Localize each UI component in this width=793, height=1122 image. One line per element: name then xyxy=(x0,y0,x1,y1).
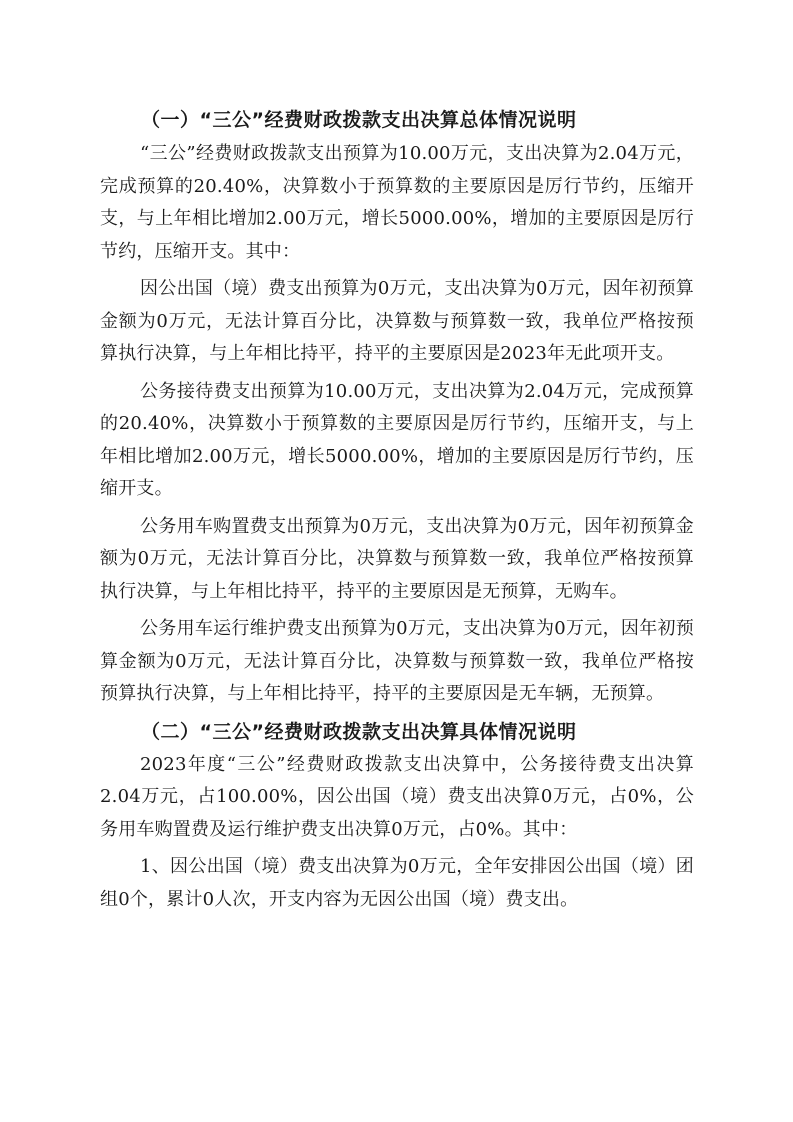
paragraph-vehicle-maintenance: 公务用车运行维护费支出预算为0万元，支出决算为0万元，因年初预算金额为0万元，无法计算百分比，决算数与预算数一致，我单位严格按预算执行决算，与上年相比持平，持平的主要原因是无车辆，无预算。 xyxy=(100,618,694,704)
section-heading-overall: （一）“三公”经费财政拨款支出决算总体情况说明 xyxy=(141,109,577,131)
section-heading-detail: （二）“三公”经费财政拨款支出决算具体情况说明 xyxy=(141,720,577,743)
document-body xyxy=(100,104,694,921)
paragraph-vehicle-purchase: 公务用车购置费支出预算为0万元，支出决算为0万元，因年初预算金额为0万元，无法计算百分比，决算数与预算数一致，我单位严格按预算执行决算，与上年相比持平，持平的主要原因是无预算，无购车。 xyxy=(100,515,694,602)
paragraph-official-reception: 公务接待费支出预算为10.00万元，支出决算为2.04万元，完成预算的20.40%，决算数小于预算数的主要原因是厉行节约，压缩开支，与上年相比增加2.00万元，增长5000.00%，增加的主要原因是厉行节约，压缩开支。 xyxy=(100,380,694,499)
paragraph-detail-summary: 2023年度“三公”经费财政拨款支出决算中，公务接待费支出决算2.04万元，占100.00%，因公出国（境）费支出决算0万元，占0%，公务用车购置费及运行维护费支出决算0万元，占0%。其中： xyxy=(100,753,694,840)
paragraph-detail-overseas: 1、因公出国（境）费支出决算为0万元，全年安排因公出国（境）团组0个，累计0人次，开支内容为无因公出国（境）费支出。 xyxy=(100,856,694,910)
paragraph-overseas-travel: 因公出国（境）费支出预算为0万元，支出决算为0万元，因年初预算金额为0万元，无法计算百分比，决算数与预算数一致，我单位严格按预算执行决算，与上年相比持平，持平的主要原因是2023年无此项开支。 xyxy=(100,278,694,364)
paragraph-overall-summary: “三公”经费财政拨款支出预算为10.00万元，支出决算为2.04万元，完成预算的20.40%，决算数小于预算数的主要原因是厉行节约，压缩开支，与上年相比增加2.00万元，增长5000.00%，增加的主要原因是厉行节约，压缩开支。其中： xyxy=(100,143,694,262)
